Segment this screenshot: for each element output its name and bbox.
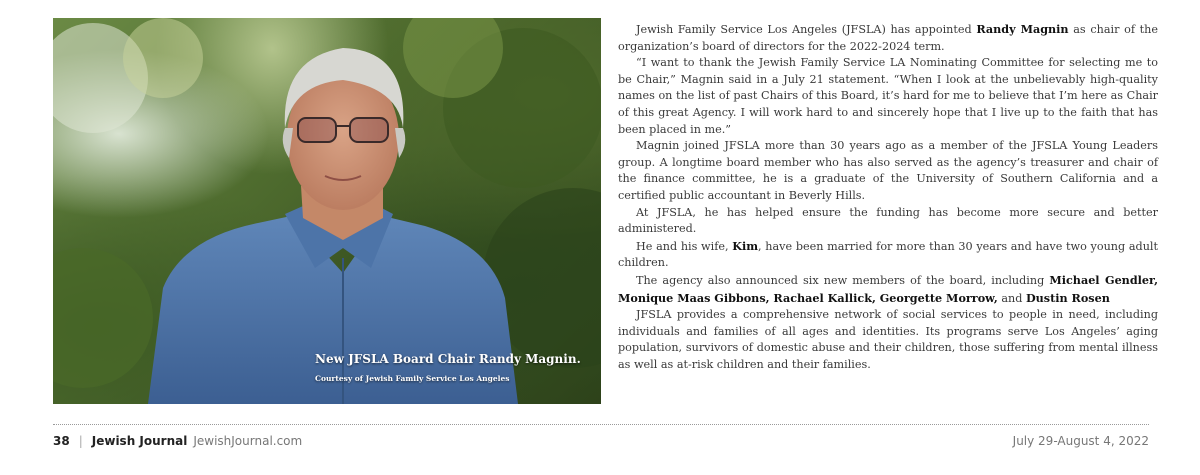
article-paragraph: At JFSLA, he has helped ensure the funding has become more secure and better administered. [618,205,1158,236]
article-paragraph: Magnin joined JFSLA more than 30 years ago as a member of the JFSLA Young Leaders group. A longtime board member who has also served as the agency’s treasurer and chair of the finance committee, he is a graduate of the University of Southern California and a certified public accountant in Beverly Hills. [618,139,1158,202]
issue-date: July 29-August 4, 2022 [1012,434,1149,448]
text-span: Jewish Family Service Los Angeles (JFSLA) has appointed [636,23,977,36]
article-paragraph [618,272,1158,307]
page-number: 38 [53,434,70,448]
page-footer [53,434,1149,450]
article-paragraph [618,238,1158,272]
publication-name: Jewish Journal [91,434,188,448]
website-link[interactable]: JewishJournal.com [193,434,303,448]
text-span: He and his wife, [636,239,733,253]
text-span: , have been married for more than 30 years and have two young adult children. [618,239,1158,270]
article-paragraph: JFSLA provides a comprehensive network of social services to people in need, including individuals and families of all ages and identities. Its programs serve Los Angeles’ aging population, survivors of domestic abuse and their children, those suffering from mental illness as well as at-risk children and their families. [618,308,1158,371]
name-highlight: Kim [732,238,759,253]
name-highlight: Randy Magnin [976,22,1069,36]
portrait-illustration [53,18,601,404]
footer-divider [53,424,1149,425]
text-span: as chair of the organization’s board of directors for the 2022-2024 term. [618,23,1158,53]
footer-separator: | [78,434,83,448]
photo-caption-title: New JFSLA Board Chair Randy Magnin. [315,352,581,366]
text-span: and [997,291,1026,305]
photo-credit: Courtesy of Jewish Family Service Los Angeles [315,374,510,383]
article-body [618,21,1158,373]
article-paragraph [618,21,1158,55]
name-highlight: Michael Gendler, Monique Maas Gibbons, Rachael Kallick, Georgette Morrow, [618,272,1158,305]
name-highlight: Dustin Rosen [1025,290,1110,305]
text-span: The agency also announced six new members of the board, including [636,273,1050,287]
article-photo [53,18,601,404]
article-paragraph: “I want to thank the Jewish Family Service LA Nominating Committee for selecting me to be Chair,” Magnin said in a July 21 statement. “When I look at the unbelievably high-quality names on the list of past Chairs of this Board, it’s hard for me to believe that I’m here as Chair of this great Agency. I will work hard to and sincerely hope that I live up to the faith that has been placed in me.” [618,56,1158,136]
